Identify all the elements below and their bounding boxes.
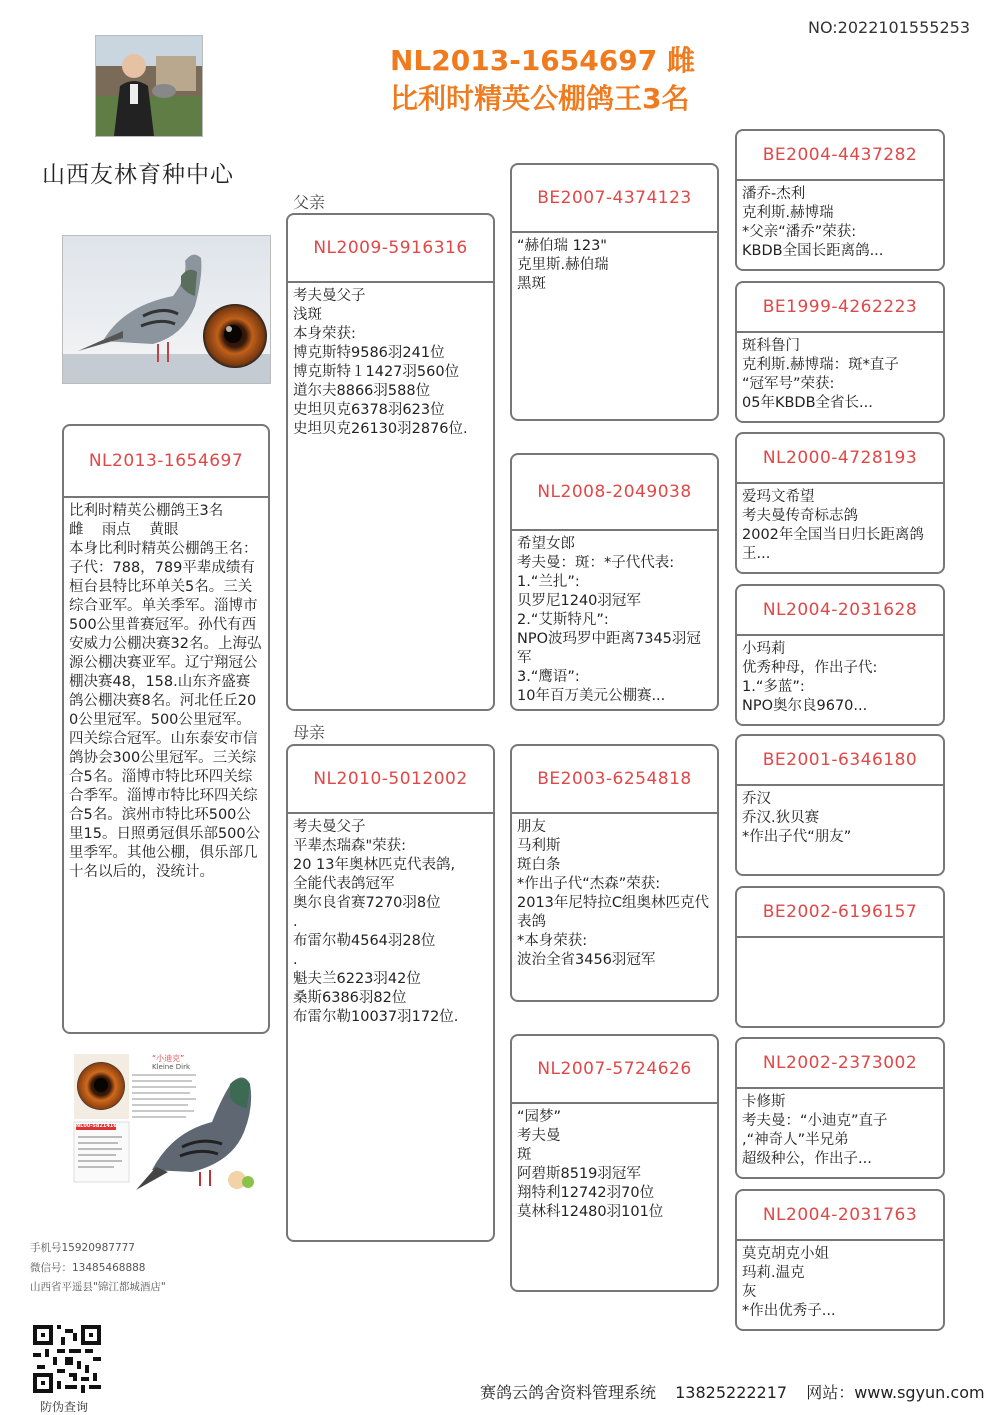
grandparent-card xyxy=(510,1034,719,1292)
great-grandparent-card xyxy=(735,886,945,1028)
poster-name-cn: “小迪克” xyxy=(152,1054,185,1063)
subject-ring-number: NL2013-1654697 xyxy=(64,426,268,498)
great-grandparent-ring-number: NL2000-4728193 xyxy=(737,434,943,484)
poster-name-en: Kleine Dirk xyxy=(152,1063,191,1071)
great-grandparent-card xyxy=(735,1189,945,1331)
pigeon-photo xyxy=(62,235,271,384)
grandparent-description: “园梦” 考夫曼 斑 阿碧斯8519羽冠军 翔特利12742羽70位 莫林科12480羽101位 xyxy=(517,1109,664,1220)
contact-phone: 手机号15920987777 xyxy=(30,1242,135,1254)
great-grandparent-card xyxy=(735,734,945,876)
great-grandparent-description xyxy=(737,938,943,942)
certificate-number: NO:2022101555253 xyxy=(807,18,970,37)
footer-phone: 13825222217 xyxy=(675,1383,788,1402)
great-grandparent-card xyxy=(735,281,945,423)
footer-website-link[interactable]: www.sgyun.com xyxy=(854,1383,985,1402)
title-ring-sex: NL2013-1654697 雌 xyxy=(390,44,695,77)
grandparent-ring-number: NL2007-5724626 xyxy=(512,1036,717,1104)
footer-website-label: 网站： xyxy=(806,1383,855,1402)
great-grandparent-card xyxy=(735,129,945,271)
page-title xyxy=(390,42,695,118)
grandparent-ring-number: BE2003-6254818 xyxy=(512,746,717,814)
great-grandparent-card xyxy=(735,1037,945,1179)
great-grandparent-description: 爱玛文希望 考夫曼传奇标志鸽 2002年全国当日归长距离鸽王... xyxy=(742,489,924,562)
sire-label: 父亲 xyxy=(293,193,326,212)
grandparent-ring-number: BE2007-4374123 xyxy=(512,165,717,233)
great-grandparent-description: 卡修斯 考夫曼：“小迪克”直子 ,“神奇人”半兄弟 超级种公，作出子... xyxy=(742,1094,888,1167)
grandparent-card xyxy=(510,163,719,421)
title-achievement: 比利时精英公棚鸽王3名 xyxy=(390,82,690,115)
great-grandparent-ring-number: NL2004-2031763 xyxy=(737,1191,943,1241)
footer xyxy=(480,1380,999,1403)
subject-card xyxy=(62,424,270,1034)
dam-ring-number: NL2010-5012002 xyxy=(288,746,493,814)
great-grandparent-description: 乔汉 乔汉.狄贝赛 *作出子代“朋友” xyxy=(742,791,852,845)
qr-code-label: 防伪查询 xyxy=(40,1400,89,1414)
great-grandparent-ring-number: NL2004-2031628 xyxy=(737,586,943,636)
grandparent-card xyxy=(510,453,719,711)
great-grandparent-description: 小玛莉 优秀种母，作出子代: 1.“多蓝”: NPO奥尔良9670... xyxy=(742,641,878,714)
sire-card xyxy=(286,213,495,711)
poster-ring-number: NL00-5821416 xyxy=(76,1123,117,1129)
anti-counterfeit-qr-code[interactable] xyxy=(33,1325,101,1393)
grandparent-description: 朋友 马利斯 斑白条 *作出子代“杰森”荣获: 2013年尼特拉C组奥林匹克代表鸽 *本身荣获: 波治全省3456羽冠军 xyxy=(517,819,710,968)
grandparent-description: 希望女郎 考夫曼：斑：*子代代表: 1.“兰扎”: 贝罗尼1240羽冠军 2.“艾斯特凡”: NPO波玛罗中距离7345羽冠军 3.“鹰语”: 10年百万美元公棚赛... xyxy=(517,536,701,704)
breeder-name: 山西友林育种中心 xyxy=(42,162,234,188)
dam-description: 考夫曼父子 平辈杰瑞森"荣获: 20 13年奥林匹克代表鸽, 全能代表鸽冠军 奥尔良省赛7270羽8位 . 布雷尔勒4564羽28位 . 魁夫兰6223羽42位 桑斯6386羽82位 布雷尔勒10037羽172位. xyxy=(293,819,459,1025)
grandparent-ring-number: NL2008-2049038 xyxy=(512,455,717,531)
dam-label: 母亲 xyxy=(293,723,326,742)
sire-description: 考夫曼父子 浅斑 本身荣获: 博克斯特9586羽241位 博克斯特１1427羽560位 道尔夫8866羽588位 史坦贝克6378羽623位 史坦贝克26130羽2876位. xyxy=(293,288,468,437)
great-grandparent-card xyxy=(735,584,945,726)
great-grandparent-ring-number: BE2001-6346180 xyxy=(737,736,943,786)
great-grandparent-ring-number: BE2002-6196157 xyxy=(737,888,943,938)
sire-ring-number: NL2009-5916316 xyxy=(288,215,493,283)
footer-system-name: 赛鸽云鸽舍资料管理系统 xyxy=(480,1383,657,1402)
great-grandparent-card xyxy=(735,432,945,574)
breeder-photo xyxy=(95,35,203,137)
dam-card xyxy=(286,744,495,1242)
great-grandparent-ring-number: NL2002-2373002 xyxy=(737,1039,943,1089)
subject-description: 比利时精英公棚鸽王3名 雌 雨点 黄眼 本身比利时精英公棚鸽王名：子代：788，789平辈成绩有桓台县特比环单关5名。三关综合亚军。单关季军。淄博市500公里普赛冠军。孙代有西安威力公棚决赛32名。上海弘源公棚决赛亚军。辽宁翔冠公棚决赛48，158.山东齐盛赛鸽公棚决赛8名。河北任丘200公里冠军。500公里冠军。四关综合冠军。山东泰安市信鸽协会300公里冠军。三关综合5名。淄博市特比环四关综合季军。淄博市特比环四关综合5名。滨州市特比环500公里15。日照勇冠俱乐部500公里季军。其他公棚，俱乐部几十名以后的，没统计。 xyxy=(69,503,262,880)
great-grandparent-ring-number: BE2004-4437282 xyxy=(737,131,943,181)
great-grandparent-description: 斑科鲁门 克利斯.赫博瑞：斑*直子 “冠军号”荣获: 05年KBDB全省长... xyxy=(742,338,899,411)
contact-wechat: 微信号：13485468888 xyxy=(30,1262,146,1274)
contact-address: 山西省平遥县"锦江都城酒店" xyxy=(30,1281,166,1293)
grandparent-card xyxy=(510,744,719,1002)
ancestor-poster-image xyxy=(72,1052,272,1197)
great-grandparent-description: 莫克胡克小姐 玛莉.温克 灰 *作出优秀子... xyxy=(742,1246,836,1319)
grandparent-description: “赫伯瑞 123" 克里斯.赫伯瑞 黑斑 xyxy=(517,238,609,292)
great-grandparent-description: 潘乔-杰利 克利斯.赫博瑞 *父亲“潘乔”荣获: KBDB全国长距离鸽... xyxy=(742,186,884,259)
great-grandparent-ring-number: BE1999-4262223 xyxy=(737,283,943,333)
